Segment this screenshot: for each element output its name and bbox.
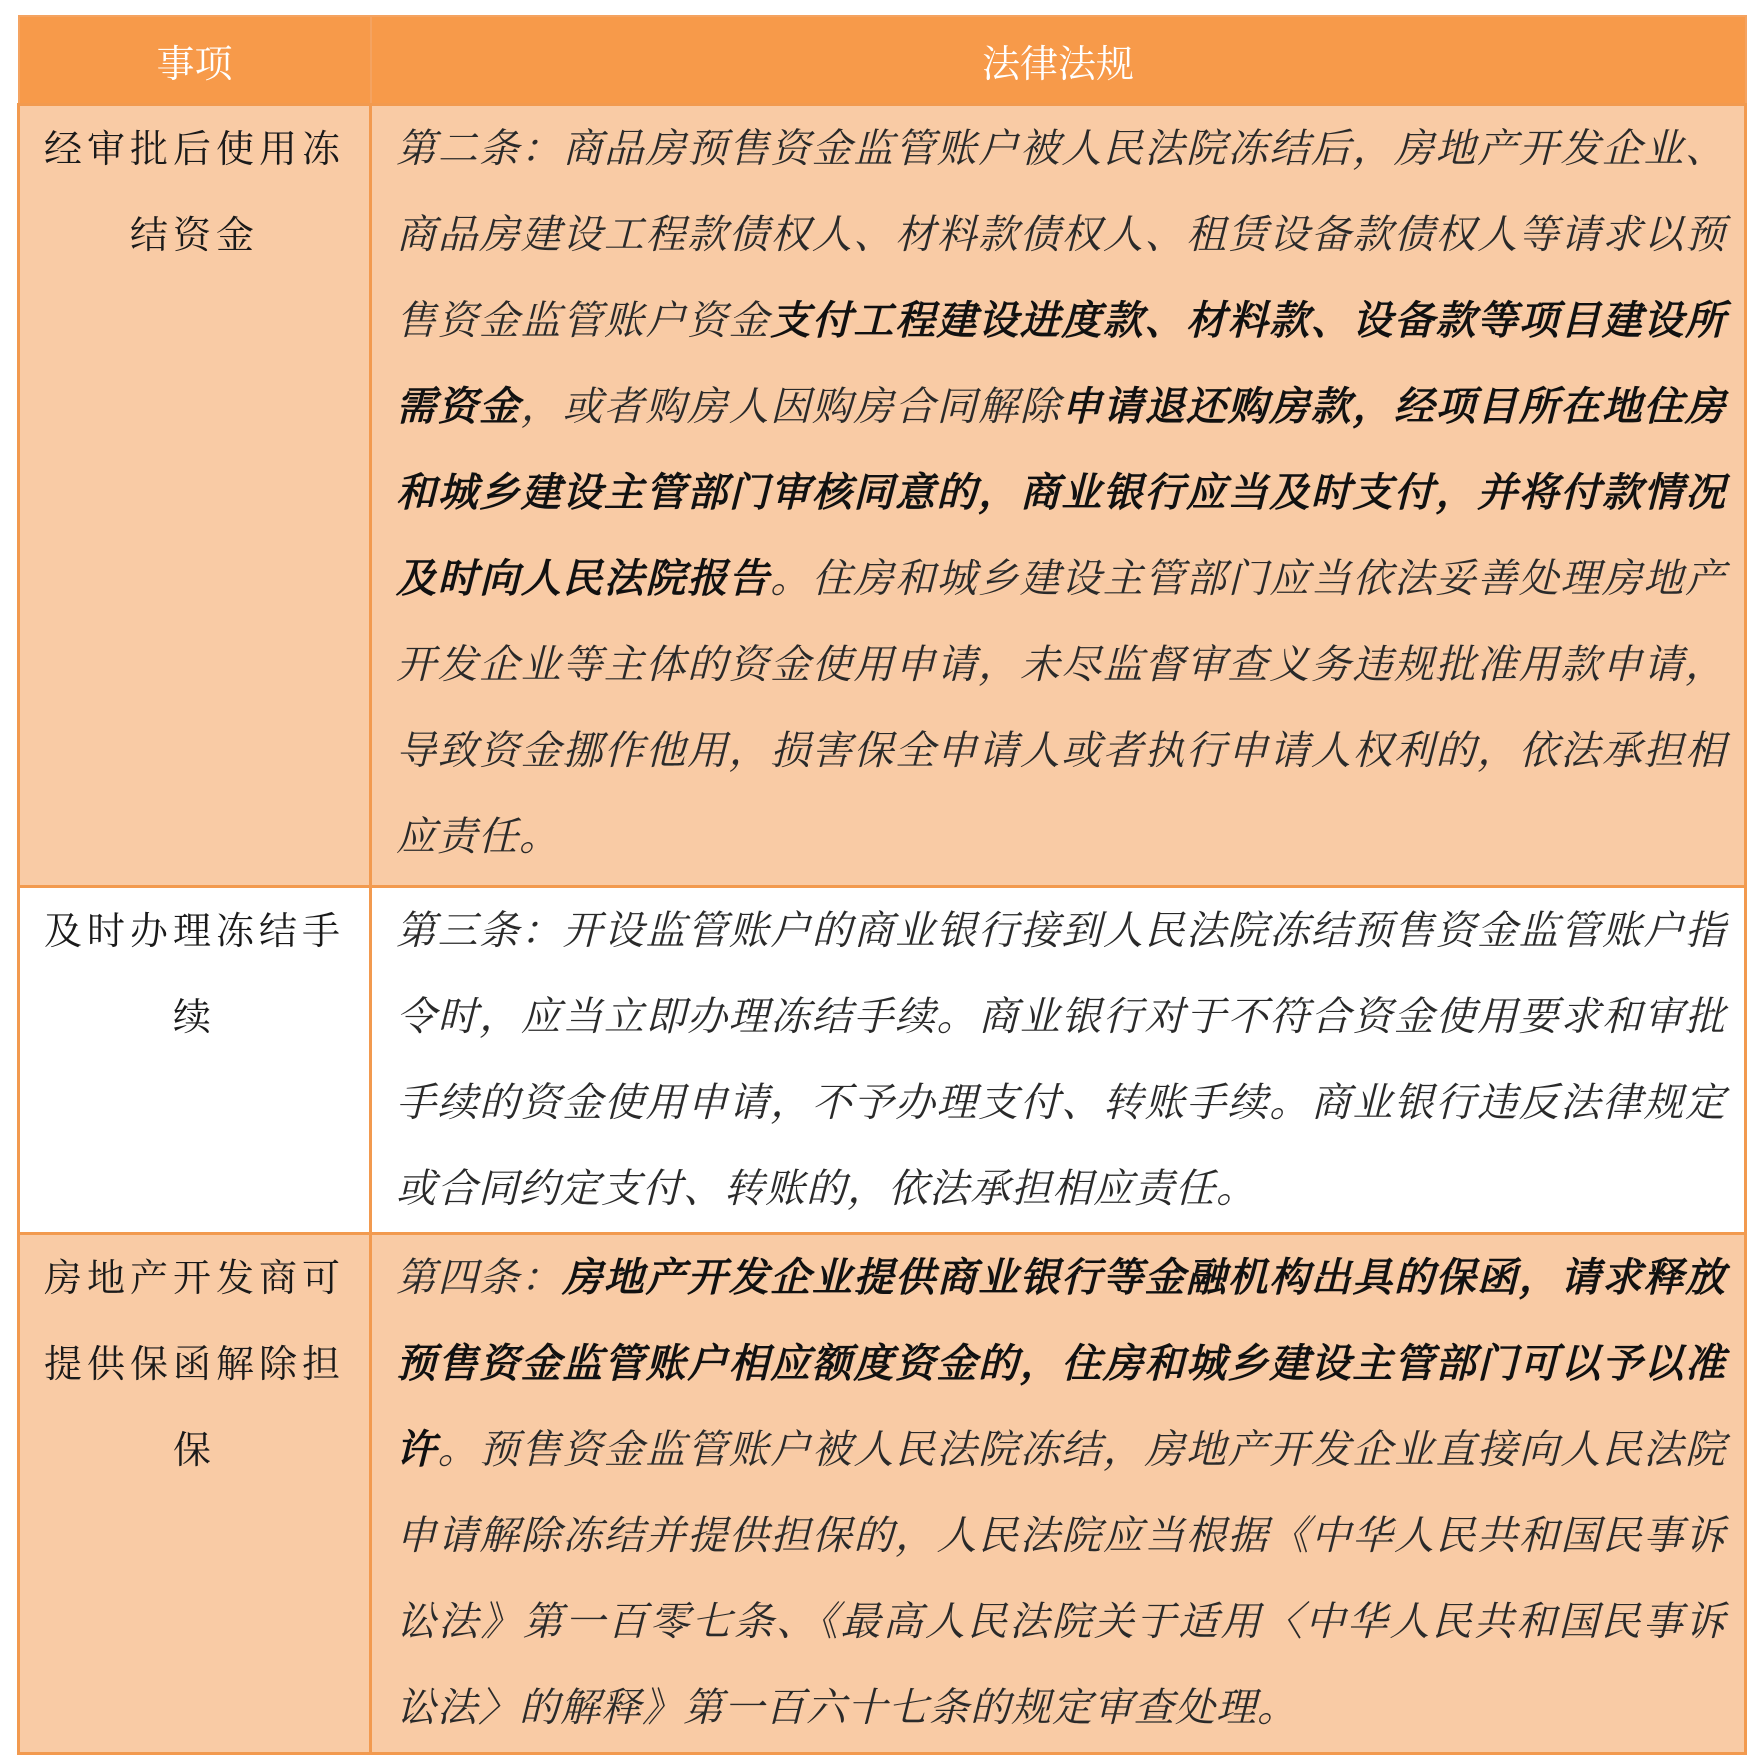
row-law-text — [372, 106, 1744, 880]
header-law: 法律法规 — [371, 16, 1746, 105]
row-item-text: 房地产开发商可提供保函解除担保 — [43, 1256, 345, 1472]
row-item-text: 经审批后使用冻结资金 — [43, 127, 345, 257]
row-item-cell — [19, 887, 371, 1234]
row-law-cell — [371, 105, 1746, 887]
law-segment-bold: 申请退还购房款，经项目所在地住房和城乡建设主管部门审核同意的，商业银行应当及时支付，并将付款情况及时向人民法院报告 — [396, 384, 1727, 602]
law-segment: 第二条：商品房预售资金监管账户被人民法院冻结后，房地产开发企业、商品房建设工程款债权人、材料款债权人、租赁设备款债权人等请求以预售资金监管账户资金 — [396, 126, 1726, 344]
table-row — [19, 1234, 1746, 1754]
regulation-table — [17, 15, 1747, 1755]
row-law-cell — [371, 887, 1746, 1234]
regulation-table-container — [17, 15, 1744, 1755]
law-segment: ，或者购房人因购房合同解除 — [520, 384, 1062, 430]
row-law-text — [372, 1235, 1744, 1751]
table-row — [19, 105, 1746, 887]
law-segment-bold: 支付工程建设进度款、材料款、设备款等项目建设所需资金 — [396, 298, 1727, 430]
row-item-cell — [19, 105, 371, 887]
table-header-row — [19, 16, 1746, 105]
law-segment: 。预售资金监管账户被人民法院冻结，房地产开发企业直接向人民法院申请解除冻结并提供担保的，人民法院应当根据《中华人民共和国民事诉讼法》第一百零七条、《最高人民法院关于适用〈中华人民共和国民事诉讼法〉的解释》第一百六十七条的规定审查处理。 — [396, 1427, 1727, 1731]
row-item-cell — [19, 1234, 371, 1754]
table-row — [19, 887, 1746, 1234]
law-segment: 。住房和城乡建设主管部门应当依法妥善处理房地产开发企业等主体的资金使用申请，未尽监督审查义务违规批准用款申请，导致资金挪作他用，损害保全申请人或者执行申请人权利的，依法承担相应责任。 — [396, 556, 1727, 860]
header-item: 事项 — [19, 16, 371, 105]
law-segment-bold: 房地产开发企业提供商业银行等金融机构出具的保函，请求释放预售资金监管账户相应额度资金的，住房和城乡建设主管部门可以予以准许 — [396, 1255, 1727, 1473]
row-law-text — [372, 888, 1744, 1232]
law-segment: 第四条： — [396, 1255, 563, 1301]
row-law-cell — [371, 1234, 1746, 1754]
law-segment: 第三条：开设监管账户的商业银行接到人民法院冻结预售资金监管账户指令时，应当立即办理冻结手续。商业银行对于不符合资金使用要求和审批手续的资金使用申请，不予办理支付、转账手续。商业银行违反法律规定或合同约定支付、转账的，依法承担相应责任。 — [396, 908, 1726, 1212]
row-item-text: 及时办理冻结手续 — [43, 909, 345, 1039]
